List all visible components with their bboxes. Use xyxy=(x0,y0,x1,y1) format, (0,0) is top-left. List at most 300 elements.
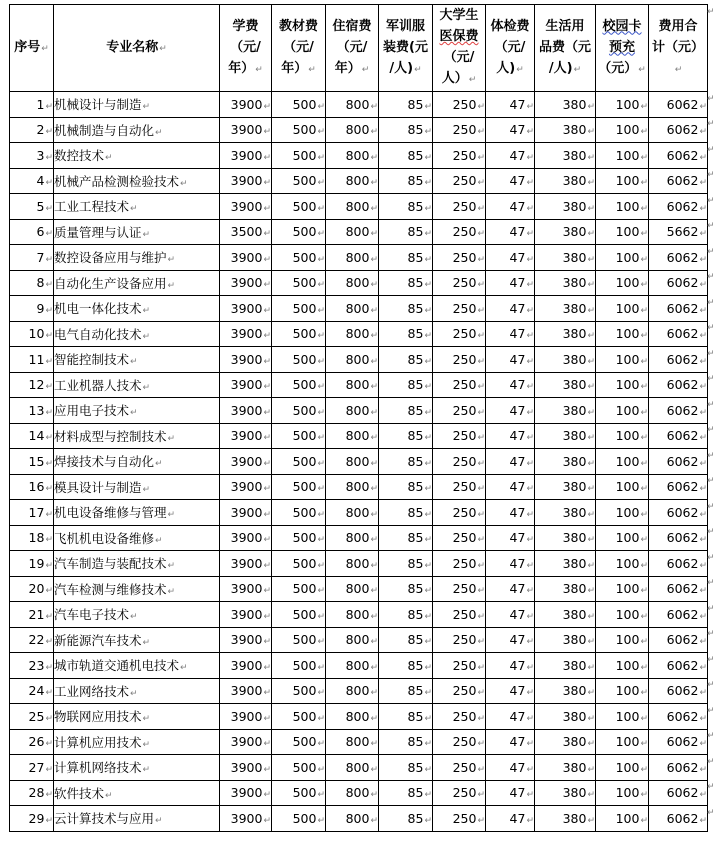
paragraph-mark-icon: ↵ xyxy=(317,127,325,138)
paragraph-mark-icon: ↵ xyxy=(699,790,707,801)
paragraph-mark-icon: ↵ xyxy=(587,509,595,520)
paragraph-mark-icon: ↵ xyxy=(640,560,648,571)
paragraph-mark-icon: ↵ xyxy=(587,101,595,112)
paragraph-mark-icon: ↵ xyxy=(477,305,485,316)
cell-campus-card: 100↵ xyxy=(596,806,649,832)
row-end-mark-icon: ↵ xyxy=(707,450,715,461)
cell-military: 85↵ xyxy=(379,143,433,169)
cell-textbook: 500↵ xyxy=(272,449,326,475)
cell-total: 6062↵ xyxy=(649,296,708,322)
paragraph-mark-icon: ↵ xyxy=(587,127,595,138)
cell-total: 6062↵ xyxy=(649,780,708,806)
cell-index: 11↵ xyxy=(10,347,54,373)
cell-medical: 250↵ xyxy=(433,806,486,832)
paragraph-mark-icon: ↵ xyxy=(370,407,378,418)
paragraph-mark-icon: ↵ xyxy=(130,688,138,699)
table-row xyxy=(10,117,708,143)
cell-total: 6062↵ xyxy=(649,627,708,653)
cell-total: 6062↵ xyxy=(649,245,708,271)
paragraph-mark-icon: ↵ xyxy=(317,484,325,495)
paragraph-mark-icon: ↵ xyxy=(370,790,378,801)
cell-major: 机电一体化技术↵ xyxy=(54,296,220,322)
paragraph-mark-icon: ↵ xyxy=(317,331,325,342)
cell-major: 应用电子技术↵ xyxy=(54,398,220,424)
paragraph-mark-icon: ↵ xyxy=(263,382,271,393)
cell-textbook: 500↵ xyxy=(272,117,326,143)
table-row xyxy=(10,245,708,271)
cell-tuition: 3900↵ xyxy=(220,602,272,628)
paragraph-mark-icon: ↵ xyxy=(526,739,534,750)
paragraph-mark-icon: ↵ xyxy=(317,254,325,265)
cell-tuition: 3900↵ xyxy=(220,653,272,679)
cell-total: 6062↵ xyxy=(649,143,708,169)
paragraph-mark-icon: ↵ xyxy=(587,764,595,775)
cell-physical: 47↵ xyxy=(486,270,535,296)
paragraph-mark-icon: ↵ xyxy=(424,229,432,240)
paragraph-mark-icon: ↵ xyxy=(263,764,271,775)
paragraph-mark-icon: ↵ xyxy=(45,254,53,265)
paragraph-mark-icon: ↵ xyxy=(526,713,534,724)
cell-supplies: 380↵ xyxy=(535,525,596,551)
paragraph-mark-icon: ↵ xyxy=(45,509,53,520)
paragraph-mark-icon: ↵ xyxy=(317,815,325,826)
paragraph-mark-icon: ↵ xyxy=(167,561,176,572)
cell-dorm: 800↵ xyxy=(326,678,379,704)
paragraph-mark-icon: ↵ xyxy=(370,611,378,622)
cell-dorm: 800↵ xyxy=(326,92,379,118)
cell-textbook: 500↵ xyxy=(272,194,326,220)
cell-supplies: 380↵ xyxy=(535,296,596,322)
cell-supplies: 380↵ xyxy=(535,117,596,143)
paragraph-mark-icon: ↵ xyxy=(159,43,167,54)
cell-military: 85↵ xyxy=(379,806,433,832)
paragraph-mark-icon: ↵ xyxy=(526,178,534,189)
paragraph-mark-icon: ↵ xyxy=(105,790,113,801)
paragraph-mark-icon: ↵ xyxy=(45,586,53,597)
cell-textbook: 500↵ xyxy=(272,525,326,551)
paragraph-mark-icon: ↵ xyxy=(45,101,53,112)
paragraph-mark-icon: ↵ xyxy=(317,764,325,775)
row-end-mark-icon: ↵ xyxy=(707,731,715,741)
cell-campus-card: 100↵ xyxy=(596,270,649,296)
cell-total: 6062↵ xyxy=(649,474,708,500)
cell-textbook: 500↵ xyxy=(272,143,326,169)
table-row xyxy=(10,398,708,424)
cell-physical: 47↵ xyxy=(486,806,535,832)
cell-textbook: 500↵ xyxy=(272,806,326,832)
paragraph-mark-icon: ↵ xyxy=(526,662,534,673)
table-row xyxy=(10,321,708,347)
cell-physical: 47↵ xyxy=(486,168,535,194)
cell-index: 19↵ xyxy=(10,551,54,577)
paragraph-mark-icon: ↵ xyxy=(263,637,271,648)
paragraph-mark-icon: ↵ xyxy=(370,739,378,750)
paragraph-mark-icon: ↵ xyxy=(424,611,432,622)
cell-dorm: 800↵ xyxy=(326,780,379,806)
cell-campus-card: 100↵ xyxy=(596,398,649,424)
cell-military: 85↵ xyxy=(379,423,433,449)
cell-tuition: 3900↵ xyxy=(220,525,272,551)
table-row xyxy=(10,704,708,730)
paragraph-mark-icon: ↵ xyxy=(45,433,53,444)
cell-supplies: 380↵ xyxy=(535,678,596,704)
cell-total: 6062↵ xyxy=(649,704,708,730)
paragraph-mark-icon: ↵ xyxy=(477,433,485,444)
paragraph-mark-icon: ↵ xyxy=(468,75,477,85)
row-end-mark-icon: ↵ xyxy=(707,476,715,486)
cell-index: 3↵ xyxy=(10,143,54,169)
paragraph-mark-icon: ↵ xyxy=(370,127,378,138)
cell-major: 汽车电子技术↵ xyxy=(54,602,220,628)
cell-total: 6062↵ xyxy=(649,321,708,347)
table-row xyxy=(10,270,708,296)
cell-military: 85↵ xyxy=(379,92,433,118)
row-end-mark-icon: ↵ xyxy=(707,629,715,639)
paragraph-mark-icon: ↵ xyxy=(699,662,707,673)
paragraph-mark-icon: ↵ xyxy=(155,535,163,546)
paragraph-mark-icon: ↵ xyxy=(370,560,378,571)
cell-supplies: 380↵ xyxy=(535,245,596,271)
cell-dorm: 800↵ xyxy=(326,474,379,500)
cell-index: 21↵ xyxy=(10,602,54,628)
cell-textbook: 500↵ xyxy=(272,576,326,602)
table-row xyxy=(10,423,708,449)
cell-supplies: 380↵ xyxy=(535,92,596,118)
paragraph-mark-icon: ↵ xyxy=(263,611,271,622)
paragraph-mark-icon: ↵ xyxy=(587,484,595,495)
cell-military: 85↵ xyxy=(379,474,433,500)
cell-military: 85↵ xyxy=(379,678,433,704)
table-row xyxy=(10,602,708,628)
row-end-mark-icon: ↵ xyxy=(707,603,715,614)
cell-total: 6062↵ xyxy=(649,449,708,475)
paragraph-mark-icon: ↵ xyxy=(477,484,485,495)
paragraph-mark-icon: ↵ xyxy=(263,458,271,469)
cell-campus-card: 100↵ xyxy=(596,704,649,730)
paragraph-mark-icon: ↵ xyxy=(167,255,176,266)
paragraph-mark-icon: ↵ xyxy=(317,229,325,240)
cell-tuition: 3900↵ xyxy=(220,117,272,143)
cell-military: 85↵ xyxy=(379,704,433,730)
cell-supplies: 380↵ xyxy=(535,270,596,296)
paragraph-mark-icon: ↵ xyxy=(424,662,432,673)
cell-index: 13↵ xyxy=(10,398,54,424)
table-row xyxy=(10,219,708,245)
paragraph-mark-icon: ↵ xyxy=(263,713,271,724)
cell-textbook: 500↵ xyxy=(272,474,326,500)
paragraph-mark-icon: ↵ xyxy=(477,662,485,673)
paragraph-mark-icon: ↵ xyxy=(699,254,707,265)
cell-index: 27↵ xyxy=(10,755,54,781)
paragraph-mark-icon: ↵ xyxy=(526,815,534,826)
paragraph-mark-icon: ↵ xyxy=(130,408,138,419)
table-row xyxy=(10,449,708,475)
cell-supplies: 380↵ xyxy=(535,729,596,755)
cell-index: 14↵ xyxy=(10,423,54,449)
cell-textbook: 500↵ xyxy=(272,321,326,347)
table-row xyxy=(10,474,708,500)
cell-campus-card: 100↵ xyxy=(596,729,649,755)
cell-total: 6062↵ xyxy=(649,117,708,143)
paragraph-mark-icon: ↵ xyxy=(477,535,485,546)
cell-medical: 250↵ xyxy=(433,194,486,220)
paragraph-mark-icon: ↵ xyxy=(587,560,595,571)
row-end-mark-icon: ↵ xyxy=(707,680,715,690)
grammar-underline: 校园卡 xyxy=(602,18,642,34)
cell-medical: 250↵ xyxy=(433,449,486,475)
cell-medical: 250↵ xyxy=(433,270,486,296)
cell-index: 26↵ xyxy=(10,729,54,755)
table-row xyxy=(10,729,708,755)
cell-medical: 250↵ xyxy=(433,576,486,602)
paragraph-mark-icon: ↵ xyxy=(370,356,378,367)
paragraph-mark-icon: ↵ xyxy=(263,815,271,826)
fee-table xyxy=(9,4,708,832)
paragraph-mark-icon: ↵ xyxy=(142,102,151,113)
paragraph-mark-icon: ↵ xyxy=(414,64,422,75)
paragraph-mark-icon: ↵ xyxy=(587,713,595,724)
cell-index: 8↵ xyxy=(10,270,54,296)
cell-physical: 47↵ xyxy=(486,321,535,347)
paragraph-mark-icon: ↵ xyxy=(317,178,325,189)
paragraph-mark-icon: ↵ xyxy=(424,433,432,444)
cell-medical: 250↵ xyxy=(433,347,486,373)
cell-medical: 250↵ xyxy=(433,398,486,424)
paragraph-mark-icon: ↵ xyxy=(142,484,151,495)
paragraph-mark-icon: ↵ xyxy=(45,127,53,138)
paragraph-mark-icon: ↵ xyxy=(155,459,163,470)
row-end-mark-icon: ↵ xyxy=(707,374,715,384)
paragraph-mark-icon: ↵ xyxy=(587,356,595,367)
cell-tuition: 3900↵ xyxy=(220,551,272,577)
paragraph-mark-icon: ↵ xyxy=(640,764,648,775)
paragraph-mark-icon: ↵ xyxy=(370,764,378,775)
paragraph-mark-icon: ↵ xyxy=(317,713,325,724)
cell-campus-card: 100↵ xyxy=(596,551,649,577)
cell-supplies: 380↵ xyxy=(535,194,596,220)
paragraph-mark-icon: ↵ xyxy=(105,153,113,164)
cell-index: 23↵ xyxy=(10,653,54,679)
paragraph-mark-icon: ↵ xyxy=(263,203,271,214)
paragraph-mark-icon: ↵ xyxy=(317,560,325,571)
cell-major: 汽车制造与装配技术↵ xyxy=(54,551,220,577)
paragraph-mark-icon: ↵ xyxy=(477,407,485,418)
cell-military: 85↵ xyxy=(379,780,433,806)
paragraph-mark-icon: ↵ xyxy=(317,662,325,673)
paragraph-mark-icon: ↵ xyxy=(587,586,595,597)
paragraph-mark-icon: ↵ xyxy=(699,509,707,520)
paragraph-mark-icon: ↵ xyxy=(424,764,432,775)
paragraph-mark-icon: ↵ xyxy=(699,535,707,546)
cell-military: 85↵ xyxy=(379,576,433,602)
paragraph-mark-icon: ↵ xyxy=(370,280,378,291)
cell-tuition: 3900↵ xyxy=(220,372,272,398)
cell-textbook: 500↵ xyxy=(272,168,326,194)
paragraph-mark-icon: ↵ xyxy=(370,535,378,546)
paragraph-mark-icon: ↵ xyxy=(167,586,176,597)
cell-tuition: 3900↵ xyxy=(220,704,272,730)
paragraph-mark-icon: ↵ xyxy=(130,612,138,623)
paragraph-mark-icon: ↵ xyxy=(526,305,534,316)
table-row xyxy=(10,92,708,118)
paragraph-mark-icon: ↵ xyxy=(370,382,378,393)
paragraph-mark-icon: ↵ xyxy=(699,637,707,648)
paragraph-mark-icon: ↵ xyxy=(477,254,485,265)
cell-index: 4↵ xyxy=(10,168,54,194)
header-military: 军训服 装费(元 /人)↵ xyxy=(379,5,433,92)
cell-physical: 47↵ xyxy=(486,678,535,704)
paragraph-mark-icon: ↵ xyxy=(370,458,378,469)
paragraph-mark-icon: ↵ xyxy=(477,382,485,393)
cell-physical: 47↵ xyxy=(486,602,535,628)
cell-major: 模具设计与制造↵ xyxy=(54,474,220,500)
paragraph-mark-icon: ↵ xyxy=(370,203,378,214)
cell-total: 6062↵ xyxy=(649,194,708,220)
paragraph-mark-icon: ↵ xyxy=(317,305,325,316)
paragraph-mark-icon: ↵ xyxy=(45,611,53,622)
cell-index: 20↵ xyxy=(10,576,54,602)
paragraph-mark-icon: ↵ xyxy=(45,178,53,189)
paragraph-mark-icon: ↵ xyxy=(587,535,595,546)
cell-major: 材料成型与控制技术↵ xyxy=(54,423,220,449)
paragraph-mark-icon: ↵ xyxy=(573,64,582,75)
cell-major: 飞机机电设备维修↵ xyxy=(54,525,220,551)
paragraph-mark-icon: ↵ xyxy=(263,739,271,750)
paragraph-mark-icon: ↵ xyxy=(587,407,595,418)
cell-physical: 47↵ xyxy=(486,372,535,398)
table-row xyxy=(10,372,708,398)
cell-medical: 250↵ xyxy=(433,551,486,577)
paragraph-mark-icon: ↵ xyxy=(587,152,595,163)
cell-major: 机械设计与制造↵ xyxy=(54,92,220,118)
paragraph-mark-icon: ↵ xyxy=(370,815,378,826)
paragraph-mark-icon: ↵ xyxy=(263,484,271,495)
paragraph-mark-icon: ↵ xyxy=(424,254,432,265)
paragraph-mark-icon: ↵ xyxy=(424,790,432,801)
cell-textbook: 500↵ xyxy=(272,780,326,806)
cell-campus-card: 100↵ xyxy=(596,347,649,373)
cell-medical: 250↵ xyxy=(433,219,486,245)
paragraph-mark-icon: ↵ xyxy=(370,662,378,673)
cell-physical: 47↵ xyxy=(486,194,535,220)
cell-textbook: 500↵ xyxy=(272,219,326,245)
cell-textbook: 500↵ xyxy=(272,755,326,781)
paragraph-mark-icon: ↵ xyxy=(263,178,271,189)
paragraph-mark-icon: ↵ xyxy=(317,739,325,750)
paragraph-mark-icon: ↵ xyxy=(587,254,595,265)
cell-physical: 47↵ xyxy=(486,143,535,169)
cell-major: 工业机器人技术↵ xyxy=(54,372,220,398)
paragraph-mark-icon: ↵ xyxy=(587,203,595,214)
paragraph-mark-icon: ↵ xyxy=(477,458,485,469)
paragraph-mark-icon: ↵ xyxy=(424,586,432,597)
cell-medical: 250↵ xyxy=(433,245,486,271)
cell-dorm: 800↵ xyxy=(326,398,379,424)
cell-physical: 47↵ xyxy=(486,117,535,143)
row-end-mark-icon: ↵ xyxy=(707,552,715,563)
cell-dorm: 800↵ xyxy=(326,321,379,347)
paragraph-mark-icon: ↵ xyxy=(45,407,53,418)
cell-tuition: 3900↵ xyxy=(220,245,272,271)
paragraph-mark-icon: ↵ xyxy=(587,229,595,240)
cell-campus-card: 100↵ xyxy=(596,92,649,118)
paragraph-mark-icon: ↵ xyxy=(370,229,378,240)
paragraph-mark-icon: ↵ xyxy=(142,765,151,776)
cell-campus-card: 100↵ xyxy=(596,219,649,245)
paragraph-mark-icon: ↵ xyxy=(477,127,485,138)
paragraph-mark-icon: ↵ xyxy=(41,43,49,54)
row-end-mark-icon: ↵ xyxy=(707,144,715,155)
cell-campus-card: 100↵ xyxy=(596,245,649,271)
cell-physical: 47↵ xyxy=(486,92,535,118)
cell-physical: 47↵ xyxy=(486,219,535,245)
paragraph-mark-icon: ↵ xyxy=(45,662,53,673)
paragraph-mark-icon: ↵ xyxy=(45,764,53,775)
paragraph-mark-icon: ↵ xyxy=(526,560,534,571)
paragraph-mark-icon: ↵ xyxy=(526,127,534,138)
paragraph-mark-icon: ↵ xyxy=(142,637,151,648)
grammar-underline: 预充 xyxy=(608,39,635,55)
paragraph-mark-icon: ↵ xyxy=(370,713,378,724)
paragraph-mark-icon: ↵ xyxy=(263,790,271,801)
cell-tuition: 3900↵ xyxy=(220,576,272,602)
cell-medical: 250↵ xyxy=(433,92,486,118)
paragraph-mark-icon: ↵ xyxy=(640,484,648,495)
cell-supplies: 380↵ xyxy=(535,500,596,526)
row-end-mark-icon: ↵ xyxy=(707,93,715,104)
cell-supplies: 380↵ xyxy=(535,372,596,398)
paragraph-mark-icon: ↵ xyxy=(317,280,325,291)
paragraph-mark-icon: ↵ xyxy=(640,407,648,418)
cell-index: 1↵ xyxy=(10,92,54,118)
paragraph-mark-icon: ↵ xyxy=(526,433,534,444)
cell-medical: 250↵ xyxy=(433,423,486,449)
paragraph-mark-icon: ↵ xyxy=(317,790,325,801)
paragraph-mark-icon: ↵ xyxy=(45,739,53,750)
table-row xyxy=(10,653,708,679)
cell-supplies: 380↵ xyxy=(535,755,596,781)
cell-major: 汽车检测与维修技术↵ xyxy=(54,576,220,602)
paragraph-mark-icon: ↵ xyxy=(640,586,648,597)
cell-campus-card: 100↵ xyxy=(596,678,649,704)
paragraph-mark-icon: ↵ xyxy=(317,688,325,699)
cell-tuition: 3900↵ xyxy=(220,729,272,755)
paragraph-mark-icon: ↵ xyxy=(45,229,53,240)
cell-physical: 47↵ xyxy=(486,347,535,373)
header-campus-card: 校园卡 预充 （元）↵ xyxy=(596,5,649,92)
cell-supplies: 380↵ xyxy=(535,704,596,730)
row-end-mark-icon: ↵ xyxy=(707,6,715,17)
paragraph-mark-icon: ↵ xyxy=(424,509,432,520)
paragraph-mark-icon: ↵ xyxy=(587,637,595,648)
paragraph-mark-icon: ↵ xyxy=(477,739,485,750)
paragraph-mark-icon: ↵ xyxy=(526,203,534,214)
cell-supplies: 380↵ xyxy=(535,627,596,653)
paragraph-mark-icon: ↵ xyxy=(587,178,595,189)
row-end-mark-icon: ↵ xyxy=(707,119,715,129)
cell-total: 6062↵ xyxy=(649,653,708,679)
paragraph-mark-icon: ↵ xyxy=(424,331,432,342)
row-end-mark-icon: ↵ xyxy=(707,170,715,180)
cell-physical: 47↵ xyxy=(486,525,535,551)
cell-supplies: 380↵ xyxy=(535,602,596,628)
paragraph-mark-icon: ↵ xyxy=(699,203,707,214)
cell-dorm: 800↵ xyxy=(326,168,379,194)
paragraph-mark-icon: ↵ xyxy=(424,407,432,418)
paragraph-mark-icon: ↵ xyxy=(424,178,432,189)
cell-military: 85↵ xyxy=(379,602,433,628)
paragraph-mark-icon: ↵ xyxy=(674,64,683,75)
